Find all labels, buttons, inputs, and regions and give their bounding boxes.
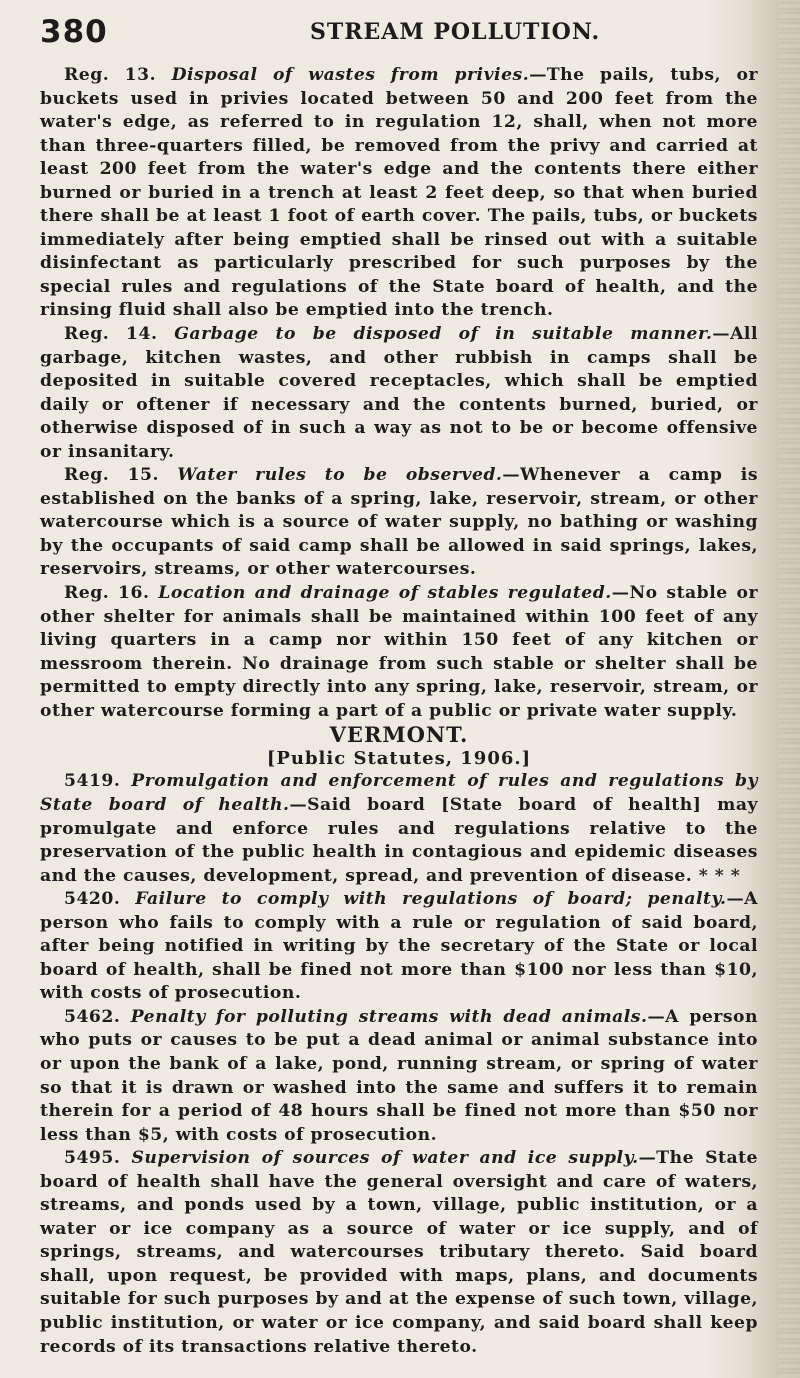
page-number: 380 [40,14,108,50]
regulation-16 [40,582,758,723]
regulation-text: —All garbage, kitchen wastes, and other rubbish in camps shall be deposited in suitable covered receptacles, which shall be emptied daily or oftener if necessary and the contents burned, buried, or otherwise disposed of in such a way as not to be or become offensive or insanitary. [40,324,758,462]
regulation-caption: Disposal of wastes from privies. [171,65,530,85]
section-text: —Said board [State board of health] may promulgate and enforce rules and regulations relative to the preservation of the public health in contagious and epidemic diseases and the causes, development, spread, and prevention of disease. * * * [40,794,758,886]
section-number: 5462. [64,1006,121,1027]
section-caption: Penalty for polluting streams with dead animals. [130,1006,648,1027]
state-heading: VERMONT. [329,722,469,748]
section-5419 [40,770,758,888]
page-edge-shadow [778,0,800,1378]
running-title: STREAM POLLUTION. [310,19,601,45]
page-body [40,64,758,1359]
section-caption: Promulgation and enforcement of rules and regulations by State board of health. [40,771,758,815]
regulation-caption: Water rules to be observed. [177,465,503,486]
regulation-number: Reg. 15. [64,465,159,486]
section-text: —A person who puts or causes to be put a dead animal or animal substance into or upon the bank of a lake, pond, running stream, or spring of water so that it is drawn or washed into the same and suffers it to remain therein for a period of 48 hours shall be fined not more than $50 nor less than $5, with costs of prosecution. [40,1006,759,1145]
regulation-15 [40,464,758,582]
regulation-text: —The pails, tubs, or buckets used in privies located between 50 and 200 feet from the water's edge, as referred to in regulation 12, shall, when not more than three-quarters filled, be removed from the privy and carried at least 200 feet from the water's edge and the contents there either burned or buried in a trench at least 2 feet deep, so that when buried there shall be at least 1 foot of earth cover. The pails, tubs, or buckets immediately after being emptied shall be rinsed out with a suitable disinfectant as particularly prescribed for such purposes by the special rules and regulations of the State board of health, and the rinsing fluid shall also be emptied into the trench. [40,65,758,321]
section-caption: Failure to comply with regulations of board; penalty. [135,889,727,910]
regulation-caption: Location and drainage of stables regulated. [158,583,612,604]
regulation-number: Reg. 13. [64,65,157,85]
regulation-caption: Garbage to be disposed of in suitable manner. [174,324,713,345]
regulation-13 [40,64,758,323]
page-header [40,14,760,54]
regulation-number: Reg. 16. [64,583,150,604]
section-number: 5419. [64,771,121,792]
regulation-text: —Whenever a camp is established on the banks of a spring, lake, reservoir, stream, or other watercourse which is a source of water supply, no bathing or washing by the occupants of said camp shall be allowed in said springs, lakes, reservoirs, streams, or other watercourses. [40,465,758,580]
section-5420 [40,888,758,1006]
section-text: —The State board of health shall have the general oversight and care of waters, streams, and ponds used by a town, village, public institution, or a water or ice company as a source of water or ice supply, and of springs, streams, and watercourses tributary thereto. Said board shall, upon request, be provided with maps, plans, and documents suitable for such purposes by and at the expense of such town, village, public institution, or water or ice company, and said board shall keep records of its transactions relative thereto. [40,1148,758,1357]
regulation-number: Reg. 14. [64,324,158,345]
section-number: 5495. [64,1148,121,1169]
section-5495 [40,1147,758,1359]
statutes-heading: [Public Statutes, 1906.] [266,747,532,769]
section-5462 [40,1006,758,1147]
section-number: 5420. [64,889,121,910]
section-text: —A person who fails to comply with a rule or regulation of said board, after being notified in writing by the secretary of the State or local board of health, shall be fined not more than $100 nor less than $10, with costs of prosecution. [40,889,758,1004]
section-caption: Supervision of sources of water and ice supply. [131,1148,639,1169]
regulation-14 [40,323,758,464]
regulation-text: —No stable or other shelter for animals shall be maintained within 100 feet of any living quarters in a camp nor within 150 feet of any kitchen or messroom therein. No drainage from such stable or shelter shall be permitted to empty directly into any spring, lake, reservoir, stream, or other watercourse forming a part of a public or private water supply. [40,583,759,721]
